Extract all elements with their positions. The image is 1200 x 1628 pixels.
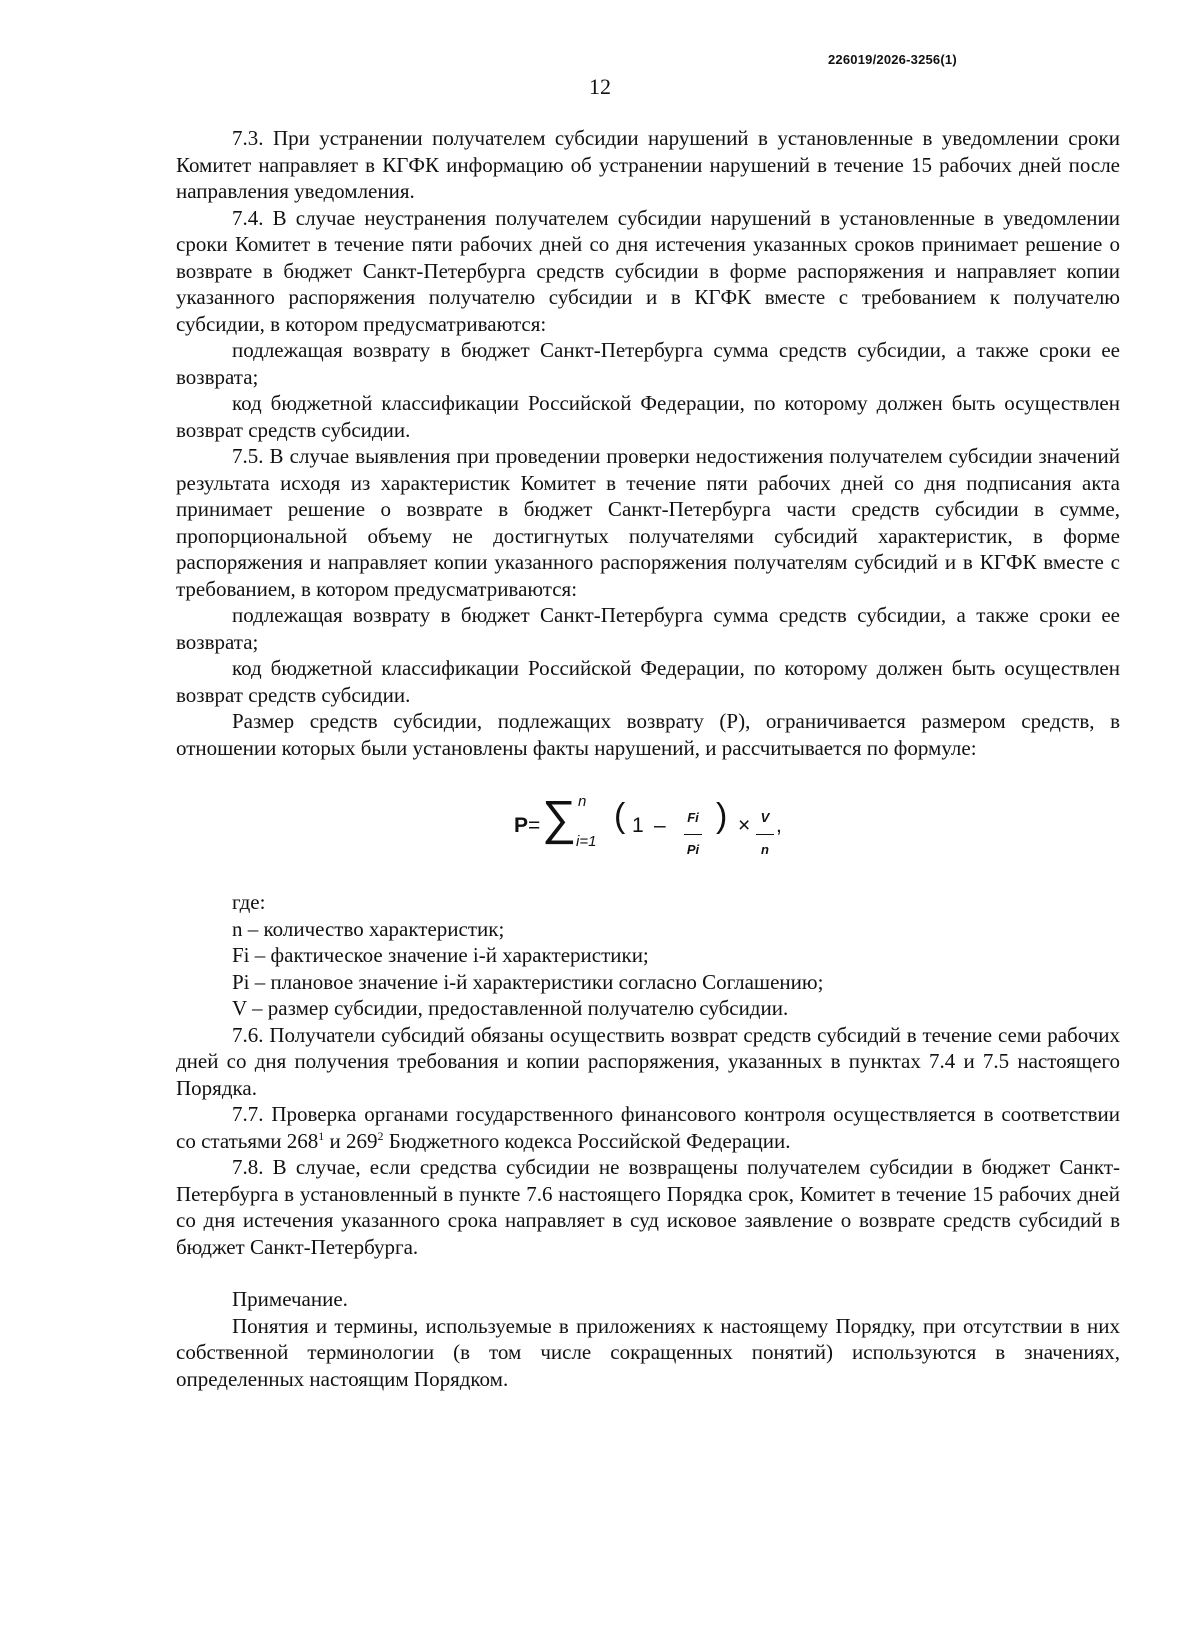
- paragraph-7-7: [176, 1101, 1120, 1154]
- formula-fraction-v-n: [756, 805, 774, 863]
- paragraph-7-4-item-b: код бюджетной классификации Российской Федерации, по которому должен быть осуществлен возврат средств субсидии.: [176, 391, 1120, 442]
- paragraph-7-5: 7.5. В случае выявления при проведении проверки недостижения получателем субсидии значений результата исходя из характеристик Комитет в течение пяти рабочих дней со дня подписания акта принимает решение о возврате в бюджет Санкт-Петербурга части средств субсидии в сумме, пропорциональной объему не достигнутых получателями субсидий характеристик, в форме распоряжения и направляет копии указанного распоряжения получателям субсидий и в КГФК вместе с требованием, в котором предусматриваются:: [176, 444, 1120, 601]
- formula-equals: =: [528, 814, 541, 837]
- formula-denominator-n: n: [761, 841, 769, 857]
- superscript-2: 2: [377, 1128, 384, 1143]
- formula-denominator-pi: Pi: [686, 841, 700, 857]
- paragraph-refund-size: Размер средств субсидии, подлежащих возврату (Р), ограничивается размером средств, в отношении которых были установлены факты нарушений, и рассчитывается по формуле:: [176, 709, 1120, 760]
- document-id: 226019/2026-3256(1): [828, 52, 957, 67]
- definition-n: n – количество характеристик;: [232, 916, 505, 941]
- definition-pi: Pi – плановое значение i-й характеристики согласно Соглашению;: [232, 969, 824, 994]
- where-label: где:: [232, 890, 266, 914]
- paragraph-7-5-item-b: код бюджетной классификации Российской Федерации, по которому должен быть осуществлен возврат средств субсидии.: [176, 656, 1120, 707]
- paragraph-7-6: 7.6. Получатели субсидий обязаны осуществить возврат средств субсидий в течение семи рабочих дней со дня получения требования и копии распоряжения, указанных в пунктах 7.4 и 7.5 настоящего Порядка.: [176, 1022, 1120, 1100]
- paragraph-7-7-mid: и 269: [324, 1128, 378, 1153]
- paragraph-7-7-start: 7.7. Проверка органами государственного финансового контроля осуществляется в соответствии со статьями 268: [176, 1102, 1120, 1153]
- formula-fraction-line: [756, 834, 774, 835]
- document-body: [176, 125, 1120, 1392]
- definition-fi: Fi – фактическое значение i-й характеристики;: [232, 943, 649, 967]
- paragraph-7-4-item-a: подлежащая возврату в бюджет Санкт-Петербурга сумма средств субсидии, а также сроки ее возврата;: [176, 338, 1120, 389]
- note-title: Примечание.: [232, 1287, 348, 1311]
- formula-one: 1: [632, 814, 644, 837]
- definition-v: V – размер субсидии, предоставленной получателю субсидии.: [232, 996, 789, 1020]
- refund-formula: [176, 785, 1120, 865]
- paragraph-7-3: 7.3. При устранении получателем субсидии нарушений в установленные в уведомлении сроки Комитет направляет в КГФК информацию об устранении нарушений в течение 15 рабочих дней после направления уведомления.: [176, 126, 1120, 203]
- paragraph-7-8: 7.8. В случае, если средства субсидии не возвращены получателем субсидии в бюджет Санкт-Петербурга в установленный в пункте 7.6 настоящего Порядка срок, Комитет в течение 15 рабочих дней со дня истечения указанного срока направляет в суд исковое заявление о возврате средств субсидий в бюджет Санкт-Петербурга.: [176, 1155, 1120, 1259]
- paragraph-7-5-item-a: подлежащая возврату в бюджет Санкт-Петербурга сумма средств субсидии, а также сроки ее возврата;: [176, 603, 1120, 654]
- formula-comma: ,: [776, 814, 782, 837]
- formula-sum-sign: ∑: [542, 792, 577, 845]
- formula-fraction-fi-pi: [684, 805, 702, 863]
- formula-lhs: P: [514, 814, 529, 837]
- formula-numerator-fi: Fi: [687, 810, 699, 825]
- formula-right-paren: ): [716, 797, 728, 835]
- superscript-1: 1: [318, 1128, 325, 1143]
- formula-numerator-v: V: [760, 810, 770, 825]
- page-number: 12: [589, 74, 611, 99]
- formula-left-paren: (: [614, 797, 626, 835]
- paragraph-7-4: 7.4. В случае неустранения получателем субсидии нарушений в установленные в уведомлении сроки Комитет в течение пяти рабочих дней со дня истечения указанных сроков принимает решение о возврате в бюджет Санкт-Петербурга средств субсидии в форме распоряжения и направляет копии указанного распоряжения получателю субсидии и в КГФК вместе с требованием к получателю субсидии, в котором предусматриваются:: [176, 205, 1120, 336]
- formula-minus: –: [654, 814, 666, 837]
- formula-times: ×: [738, 814, 751, 837]
- formula-sum-upper: n: [578, 793, 587, 810]
- formula-fraction-line: [684, 834, 702, 835]
- note-text: Понятия и термины, используемые в приложениях к настоящему Порядку, при отсутствии в них собственной терминологии (в том числе сокращенных понятий) используются в значениях, определенных настоящим Порядком.: [176, 1313, 1120, 1391]
- paragraph-7-7-end: Бюджетного кодекса Российской Федерации.: [383, 1128, 791, 1153]
- formula-sum-lower: i=1: [576, 833, 597, 850]
